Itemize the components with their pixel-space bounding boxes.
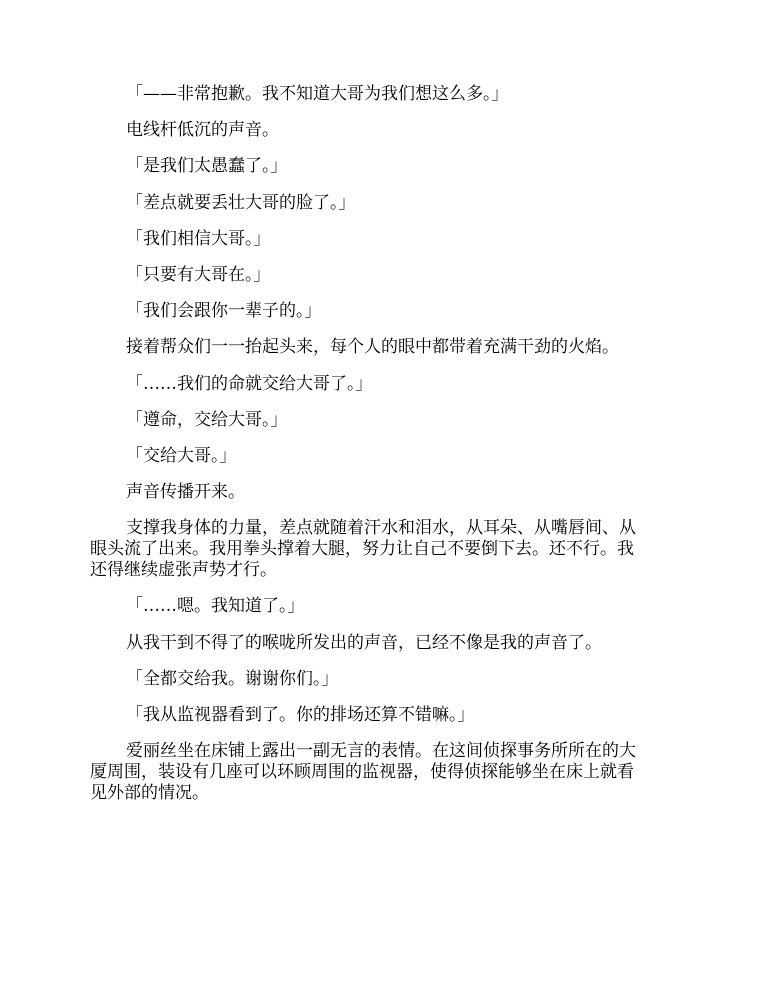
paragraph: 「差点就要丢壮大哥的脸了。」 [126, 192, 356, 213]
paragraph: 「全都交给我。谢谢你们。」 [126, 668, 339, 689]
paragraph: 「……我们的命就交给大哥了。」 [126, 373, 373, 394]
document-body [90, 84, 650, 819]
paragraph: 接着帮众们一一抬起头来，每个人的眼中都带着充满干劲的火焰。 [126, 337, 619, 358]
paragraph: 声音传播开来。 [126, 482, 245, 503]
paragraph: 电线杆低沉的声音。 [126, 120, 279, 141]
paragraph: 爱丽丝坐在床铺上露出一副无言的表情。在这间侦探事务所所在的大厦周围，装设有几座可以环顾周围的监视器，使得侦探能够坐在床上就看见外部的情况。 [90, 741, 636, 804]
paragraph: 「交给大哥。」 [126, 445, 237, 466]
paragraph: 「遵命，交给大哥。」 [126, 409, 288, 430]
paragraph: 「我们相信大哥。」 [126, 228, 271, 249]
paragraph: 从我干到不得了的喉咙所发出的声音，已经不像是我的声音了。 [126, 632, 602, 653]
paragraph: 「我从监视器看到了。你的排场还算不错嘛。」 [126, 705, 475, 725]
paragraph: 「我们会跟你一辈子的。」 [126, 301, 322, 322]
paragraph: 「——非常抱歉。我不知道大哥为我们想这么多。」 [126, 84, 509, 104]
paragraph: 「只要有大哥在。」 [126, 264, 271, 285]
paragraph: 「是我们太愚蠢了。」 [126, 156, 288, 177]
paragraph: 支撑我身体的力量，差点就随着汗水和泪水，从耳朵、从嘴唇间、从眼头流了出来。我用拳头撑着大腿，努力让自己不要倒下去。还不行。我还得继续虚张声势才行。 [90, 518, 636, 581]
paragraph: 「……嗯。我知道了。」 [126, 596, 305, 617]
